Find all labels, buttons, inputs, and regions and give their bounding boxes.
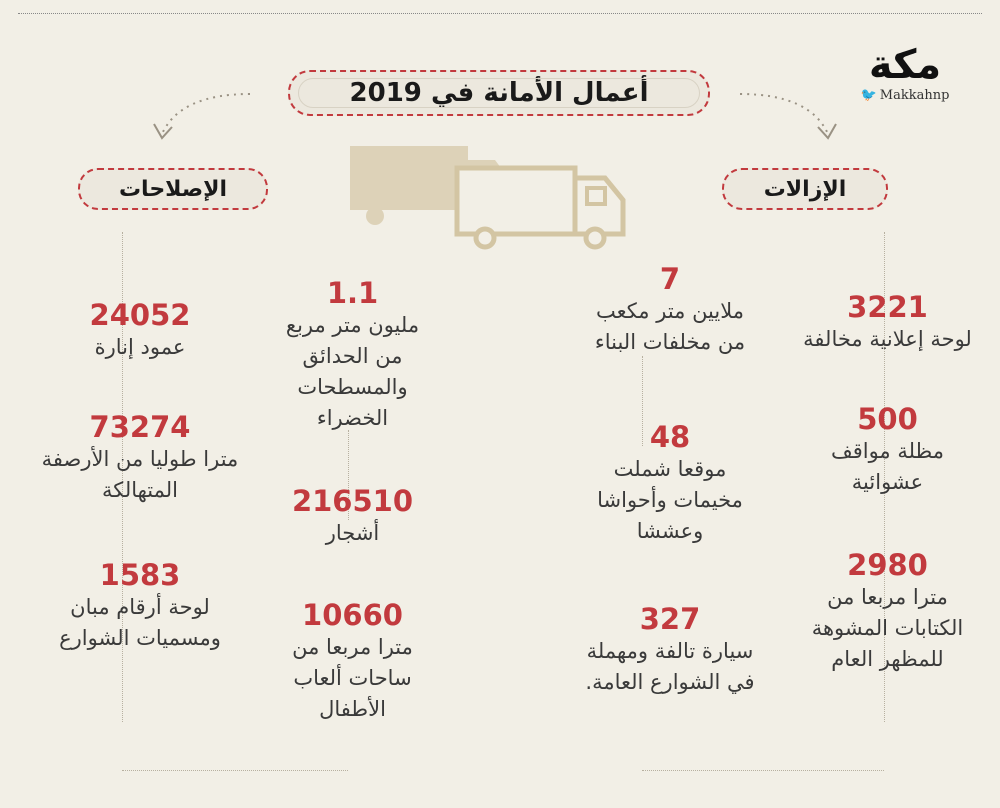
stat-item [780, 548, 995, 675]
stat-description: أشجار [325, 521, 380, 545]
stat-value: 24052 [89, 298, 191, 332]
stat-value: 216510 [291, 484, 414, 518]
twitter-bird-icon: 🐦 [860, 88, 877, 103]
stat-item [265, 484, 440, 549]
makkah-logo [846, 44, 964, 103]
stat-value: 500 [857, 402, 918, 436]
stat-item [780, 290, 995, 355]
left-curved-arrow-icon [140, 80, 260, 150]
truck-icon [345, 138, 635, 250]
stat-item [265, 598, 440, 725]
stat-description: مترا مربعا من ساحات ألعاب الأطفال [292, 635, 413, 721]
stat-description: لوحة إعلانية مخالفة [803, 327, 972, 351]
stat-item [565, 420, 775, 547]
logo-handle-text: Makkahnp [879, 88, 950, 103]
stat-value: 7 [659, 262, 681, 296]
section-reforms-label [78, 168, 268, 210]
stat-item [780, 402, 995, 498]
stat-description: سيارة تالفة ومهملة في الشوارع العامة. [585, 639, 755, 694]
stat-item [20, 558, 260, 654]
stat-description: مترا مربعا من الكتابات المشوهة للمظهر العام [811, 585, 964, 671]
reforms-bottom-connector [122, 770, 348, 771]
removals-bottom-connector [642, 770, 884, 771]
stat-description: مليون متر مربع من الحدائق والمسطحات الخضراء [285, 313, 420, 430]
stat-item [565, 262, 775, 358]
stat-description: لوحة أرقام مبان ومسميات الشوارع [59, 595, 221, 650]
stat-item [265, 276, 440, 434]
top-dotted-rule [18, 13, 982, 14]
page-title: أعمال الأمانة في 2019 [349, 78, 649, 108]
stat-item [565, 602, 775, 698]
stat-item [20, 298, 260, 363]
page-title-box [288, 70, 710, 116]
section-reforms-text: الإصلاحات [118, 176, 228, 202]
stat-value: 10660 [302, 598, 403, 632]
right-curved-arrow-icon [730, 80, 850, 150]
stat-value: 48 [649, 420, 691, 454]
stat-value: 3221 [847, 290, 928, 324]
logo-handle [846, 88, 964, 103]
section-removals-text: الإزالات [763, 176, 847, 202]
stat-description: ملايين متر مكعب من مخلفات البناء [594, 299, 746, 354]
section-removals-label [722, 168, 888, 210]
stat-value: 1.1 [326, 276, 379, 310]
stat-value: 2980 [847, 548, 928, 582]
stat-description: مظلة مواقف عشوائية [830, 439, 945, 494]
stat-value: 73274 [89, 410, 191, 444]
logo-wordmark: مكة [868, 42, 942, 88]
stat-item [20, 410, 260, 506]
stat-value: 327 [639, 602, 701, 636]
stat-value: 1583 [99, 558, 181, 592]
stat-description: موقعا شملت مخيمات وأحواشا وعششا [597, 457, 743, 543]
stat-description: مترا طوليا من الأرصفة المتهالكة [41, 447, 239, 502]
stat-description: عمود إنارة [94, 335, 186, 359]
